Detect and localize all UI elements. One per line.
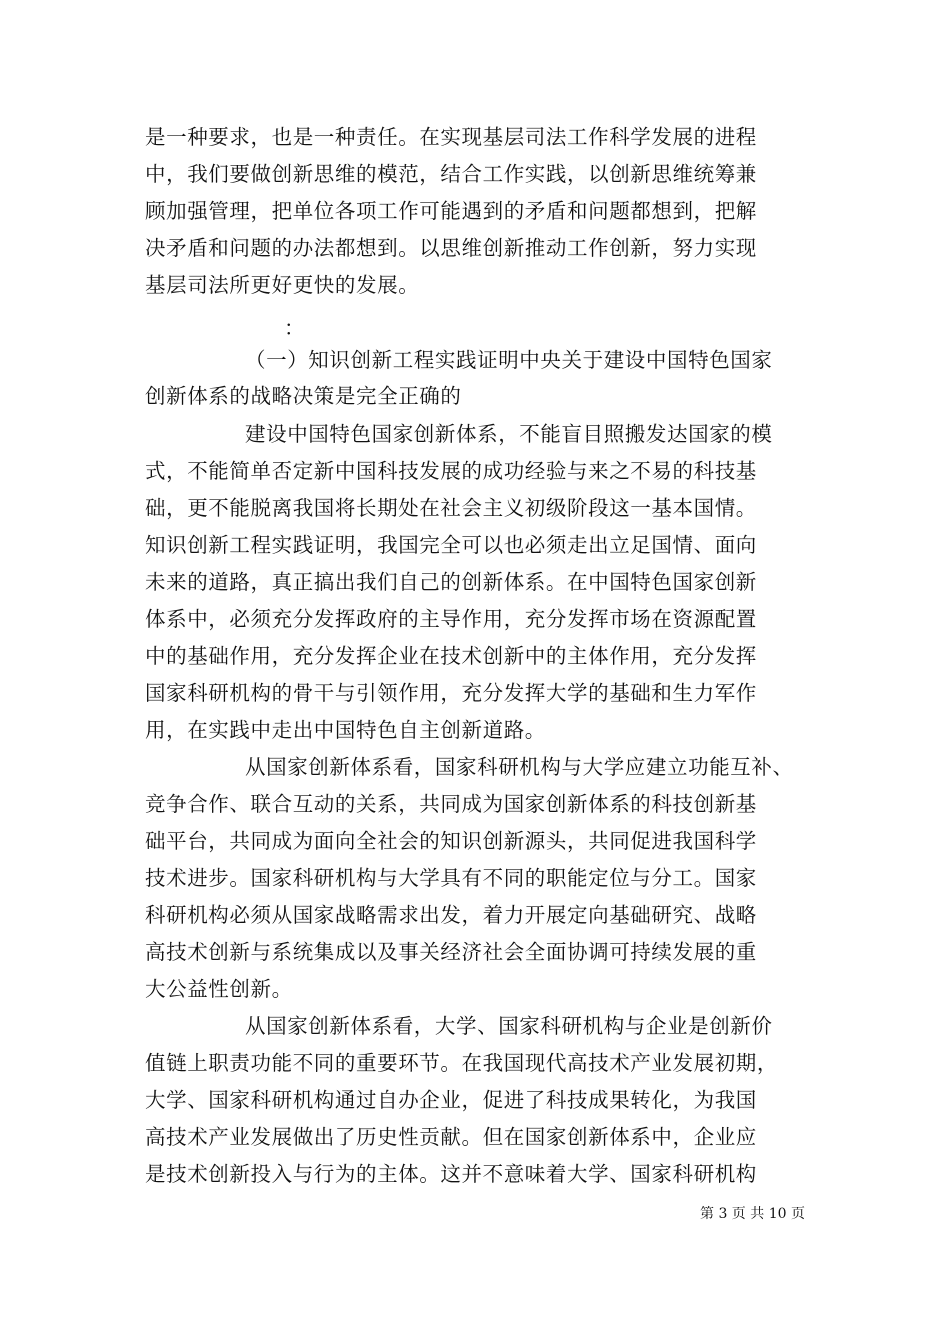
text-line: 础，更不能脱离我国将长期处在社会主义初级阶段这一基本国情。 [145, 496, 757, 520]
text-line: 用，在实践中走出中国特色自主创新道路。 [145, 718, 546, 742]
text-line: 是一种要求，也是一种责任。在实现基层司法工作科学发展的进程 [145, 125, 757, 149]
section-heading-continued: 创新体系的战略决策是完全正确的 [145, 384, 462, 408]
text-line: 中的基础作用，充分发挥企业在技术创新中的主体作用，充分发挥 [145, 644, 757, 668]
text-line: 大公益性创新。 [145, 977, 293, 1001]
text-line: 技术进步。国家科研机构与大学具有不同的职能定位与分工。国家 [145, 866, 757, 890]
text-line: 从国家创新体系看，大学、国家科研机构与企业是创新价 [245, 1014, 773, 1038]
text-line: 从国家创新体系看，国家科研机构与大学应建立功能互补、 [245, 755, 794, 779]
text-line: 建设中国特色国家创新体系，不能盲目照搬发达国家的模 [245, 422, 773, 446]
text-line: 高技术产业发展做出了历史性贡献。但在国家创新体系中，企业应 [145, 1125, 757, 1149]
text-line: 大学、国家科研机构通过自办企业，促进了科技成果转化，为我国 [145, 1088, 757, 1112]
text-line: 知识创新工程实践证明，我国完全可以也必须走出立足国情、面向 [145, 533, 757, 557]
text-line: 竞争合作、联合互动的关系，共同成为国家创新体系的科技创新基 [145, 792, 757, 816]
text-line: 基层司法所更好更快的发展。 [145, 273, 420, 297]
text-line: 决矛盾和问题的办法都想到。以思维创新推动工作创新，努力实现 [145, 236, 757, 260]
text-line: 础平台，共同成为面向全社会的知识创新源头，共同促进我国科学 [145, 829, 757, 853]
text-line: 顾加强管理，把单位各项工作可能遇到的矛盾和问题都想到，把解 [145, 199, 757, 223]
section-heading: （一）知识创新工程实践证明中央关于建设中国特色国家 [245, 348, 773, 372]
text-line: 高技术创新与系统集成以及事关经济社会全面协调可持续发展的重 [145, 940, 757, 964]
text-line: 科研机构必须从国家战略需求出发，着力开展定向基础研究、战略 [145, 903, 757, 927]
text-line: 未来的道路，真正搞出我们自己的创新体系。在中国特色国家创新 [145, 570, 757, 594]
text-line: 式，不能简单否定新中国科技发展的成功经验与来之不易的科技基 [145, 459, 757, 483]
text-line: 值链上职责功能不同的重要环节。在我国现代高技术产业发展初期， [145, 1051, 778, 1075]
text-line: 国家科研机构的骨干与引领作用，充分发挥大学的基础和生力军作 [145, 681, 757, 705]
text-line: 是技术创新投入与行为的主体。这并不意味着大学、国家科研机构 [145, 1162, 757, 1186]
text-line: 体系中，必须充分发挥政府的主导作用，充分发挥市场在资源配置 [145, 607, 757, 631]
colon-mark: ： [284, 316, 306, 340]
page-number-footer: 第 3 页 共 10 页 [700, 1206, 805, 1222]
text-line: 中，我们要做创新思维的模范，结合工作实践，以创新思维统筹兼 [145, 162, 757, 186]
